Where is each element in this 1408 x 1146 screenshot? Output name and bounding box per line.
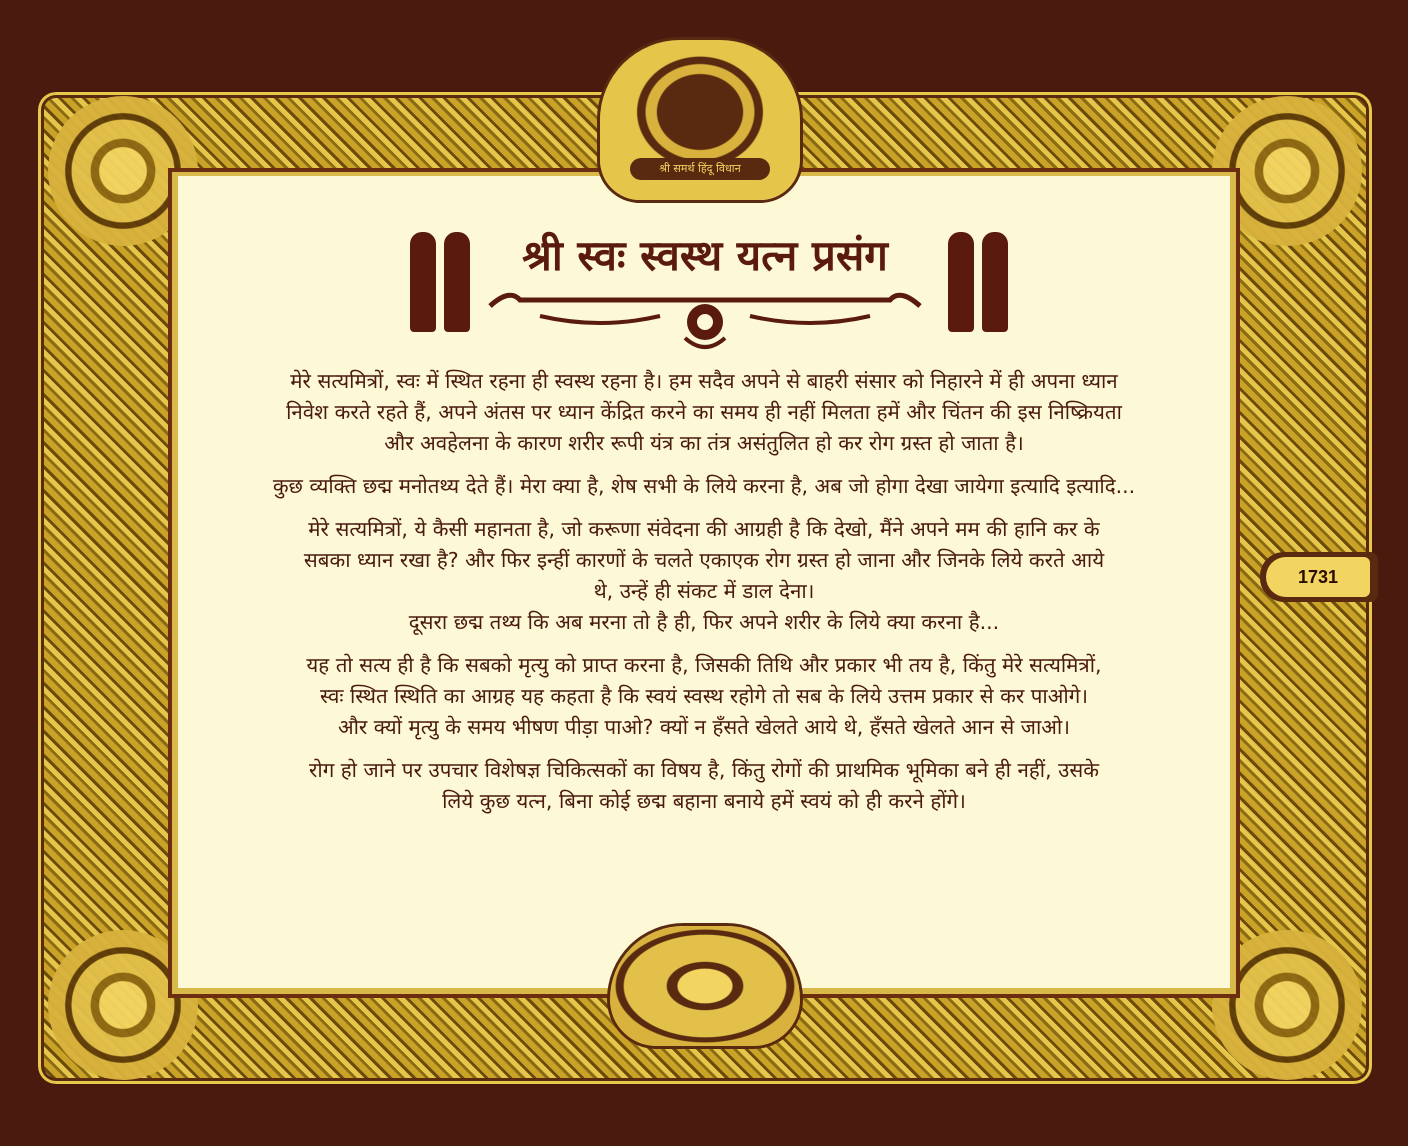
paragraph	[158, 471, 1250, 502]
paragraph	[158, 366, 1250, 459]
right-guardian-figure-icon	[948, 232, 974, 332]
text-line: यह तो सत्य ही है कि सबको मृत्यु को प्राप्त करना है, जिसकी तिथि और प्रकार भी तय है, किंतु मेरे सत्यमित्रों,	[306, 653, 1102, 677]
text-line: मेरे सत्यमित्रों, ये कैसी महानता है, जो करूणा संवेदना की आग्रही है कि देखो, मैंने अपने मम की हानि कर के	[308, 517, 1100, 541]
text-line: थे, उन्हें ही संकट में डाल देना।	[593, 579, 815, 603]
title-flourish-icon	[480, 286, 930, 356]
text-line: रोग हो जाने पर उपचार विशेषज्ञ चिकित्सकों का विषय है, किंतु रोगों की प्राथमिक भूमिका बने ही नहीं, उसके	[309, 758, 1099, 782]
text-line: मेरे सत्यमित्रों, स्वः में स्थित रहना ही स्वस्थ रहना है। हम सदैव अपने से बाहरी संसार को निहारने में ही अपना ध्यान	[290, 369, 1118, 393]
page-number: 1731	[1266, 557, 1370, 597]
paragraph	[158, 755, 1250, 817]
text-line: और क्यों मृत्यु के समय भीषण पीड़ा पाओ? क्यों न हँसते खेलते आये थे, हँसते खेलते आन से जाओ।	[337, 715, 1071, 739]
text-line: कुछ व्यक्ति छद्म मनोतथ्य देते हैं। मेरा क्या है, शेष सभी के लिये करना है, अब जो होगा देखा जायेगा इत्यादि इत्यादि...	[272, 474, 1136, 498]
body-text	[158, 366, 1250, 829]
crest-label: श्री समर्थ हिंदू विधान	[630, 158, 770, 180]
text-line: सबका ध्यान रखा है? और फिर इन्हीं कारणों के चलते एकाएक रोग ग्रस्त हो जाना और जिनके लिये करते आये	[303, 548, 1105, 572]
page-title: श्री स्वः स्वस्थ यत्न प्रसंग	[522, 231, 888, 280]
text-line: लिये कुछ यत्न, बिना कोई छद्म बहाना बनाये हमें स्वयं को ही करने होंगे।	[442, 789, 966, 813]
text-line: स्वः स्थित स्थिति का आग्रह यह कहता है कि स्वयं स्वस्थ रहोगे तो सब के लिये उत्तम प्रकार से कर पाओगे।	[319, 684, 1089, 708]
lotus-deity-emblem	[610, 926, 800, 1046]
page-number-tab	[1260, 552, 1378, 602]
left-guardian-figure-icon	[444, 232, 470, 332]
paragraph	[158, 514, 1250, 638]
text-line: निवेश करते रहते हैं, अपने अंतस पर ध्यान केंद्रित करने का समय ही नहीं मिलता हमें और चिंतन की इस निष्क्रियता	[286, 400, 1122, 424]
paragraph	[158, 650, 1250, 743]
right-guardian-figure-icon	[982, 232, 1008, 332]
left-guardian-figure-icon	[410, 232, 436, 332]
text-line: दूसरा छद्म तथ्य कि अब मरना तो है ही, फिर अपने शरीर के लिये क्या करना है...	[408, 610, 1000, 634]
text-line: और अवहेलना के कारण शरीर रूपी यंत्र का तंत्र असंतुलित हो कर रोग ग्रस्त हो जाता है।	[384, 431, 1024, 455]
